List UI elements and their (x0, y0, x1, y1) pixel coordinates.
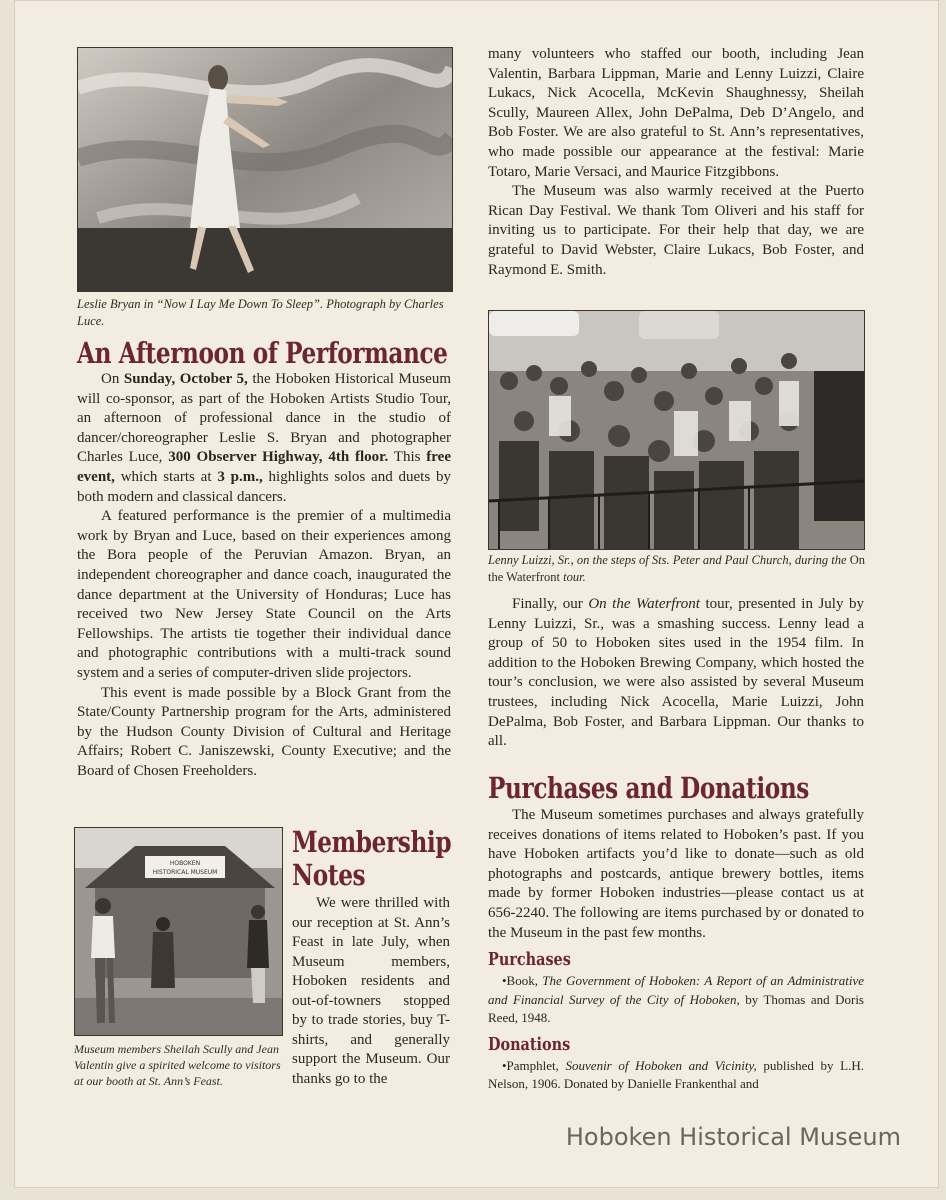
purchases-heading: Purchases and Donations (488, 771, 809, 805)
membership-article (292, 826, 450, 1089)
booth-photo (74, 827, 283, 1036)
crowd-photo (488, 310, 865, 550)
waterfront-paragraph-block (488, 595, 864, 752)
membership-paragraph-3: Finally, our On the Waterfront tour, presented in July by Lenny Luizzi, Sr., was a smashing success. Lenny lead a group of 50 to Hoboken sites used in the 1954 film. In addition to the Hoboken Brewing Company, which hosted the tour’s conclusion, we were also assisted by several Museum trustees, including Nick Acocella, Marie Luizzi, John DePalma, Bob Foster, and Barbara Lippman. Our thanks to all. (488, 596, 864, 750)
booth-photo-icon (75, 828, 282, 1035)
purchases-article (488, 770, 864, 1094)
performance-paragraph-1: On Sunday, October 5, the Hoboken Historical Museum will co-sponsor, as part of the Hoboken Artists Studio Tour, an afternoon of professional dance in the studio of dancer/choreographer Leslie S. Bryan and photographer Charles Luce, 300 Observer Highway, 4th floor. This free event, which starts at 3 p.m., highlights solos and duets by both modern and classical dancers. (77, 371, 451, 505)
performance-paragraph-3: This event is made possible by a Block Grant from the State/County Partnership program for the Arts, administered by the Hudson County Division of Cultural and Heritage Affairs; Robert C. Janiszewski, County Executive; and the Board of Chosen Freeholders. (77, 684, 451, 779)
membership-paragraph-1: We were thrilled with our reception at St. Ann’s Feast in late July, when Museum members, Hoboken residents and out-of-towners stopped by to trade stories, buy T-shirts, and generally support the Museum. Our thanks go to the (292, 895, 450, 1087)
crowd-photo-caption: Lenny Luizzi, Sr., on the steps of Sts. Peter and Paul Church, during the On the Waterfront tour. (488, 553, 865, 584)
booth-photo-caption: Museum members Sheilah Scully and Jean Valentin give a spirited welcome to visitors at our booth at St. Ann’s Feast. (74, 1042, 281, 1088)
purchases-paragraph-1: The Museum sometimes purchases and always gratefully receives donations of items related to Hoboken’s past. If you have Hoboken artifacts you’d like to donate—such as old photographs and postcards, antique brewery bottles, items made by former Hoboken industries—please contact us at 656-2240. The following are items purchased by or donated to the Museum in the past few months. (488, 807, 864, 941)
crowd-photo-icon (489, 311, 864, 549)
booth-sign-line-1: HOBOKEN (169, 860, 201, 867)
membership-heading-line-2: Notes (292, 858, 366, 892)
watermark: Hoboken Historical Museum (565, 1123, 901, 1151)
dancer-photo-caption: Leslie Bryan in “Now I Lay Me Down To Sleep”. Photograph by Charles Luce. (77, 297, 444, 328)
donations-subheading: Donations (488, 1033, 571, 1055)
newsletter-page (14, 0, 939, 1188)
membership-paragraph-1-continued: many volunteers who staffed our booth, including Jean Valentin, Barbara Lippman, Marie and Lenny Luizzi, Claire Lukacs, Nick Acocella, McKevin Shaughnessy, Sheilah Scully, Maureen Allex, John DePalma, Deb D’Angelo, and Bob Foster. We are also grateful to St. Ann’s representatives, who made possible our appearance at the festival: Marie Totaro, Marie Versaci, and Maurice Fitzgibbons. (488, 46, 864, 180)
dancer-photo (77, 47, 453, 292)
dancer-photo-icon (78, 48, 452, 291)
donation-item: •Pamphlet, Souvenir of Hoboken and Vicinity, published by L.H. Nelson, 1906. Donated by Danielle Frankenthal and (488, 1057, 864, 1092)
performance-heading: An Afternoon of Performance (77, 336, 448, 370)
booth-sign-line-2: HISTORICAL MUSEUM (152, 869, 218, 876)
membership-continued (488, 45, 864, 280)
performance-article (77, 336, 451, 781)
membership-heading-line-1: Membership (292, 825, 452, 859)
performance-paragraph-2: A featured performance is the premier of a multimedia work by Bryan and Luce, based on their experiences among the Bora people of the Peruvian Amazon. Bryan, an independent choreographer and dance coach, inaugurated the dance department at the University of Honduras; Luce has received two New Jersey State Council on the Arts Fellowships. The artists tie together their individual dance and photographic contributions with a multi-track sound system and a series of computer-driven slide projectors. (77, 508, 451, 681)
purchases-subheading: Purchases (488, 949, 571, 971)
purchase-item: •Book, The Government of Hoboken: A Report of an Administrative and Financial Survey of the City of Hoboken, by Thomas and Doris Reed, 1948. (488, 973, 864, 1026)
membership-paragraph-2: The Museum was also warmly received at the Puerto Rican Day Festival. We thank Tom Oliveri and his staff for inviting us to participate. For their help that day, we are grateful to David Webster, Claire Lukacs, Bob Foster, and Raymond E. Smith. (488, 183, 864, 278)
